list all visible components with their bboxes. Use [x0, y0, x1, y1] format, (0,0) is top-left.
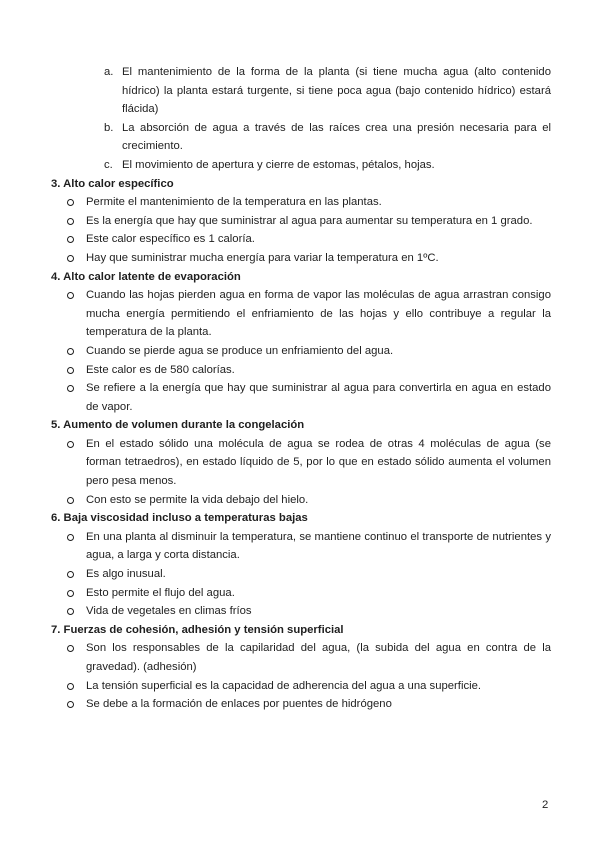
list-item	[51, 435, 551, 491]
list-item-text: En el estado sólido una molécula de agua se rodea de otras 4 moléculas de agua (se forman tetraedros), en estado líquido de 5, por lo que en estado sólido aumenta el volumen pero pesa menos.	[86, 437, 551, 488]
section-heading: 7. Fuerzas de cohesión, adhesión y tensión superficial	[51, 623, 344, 636]
bullet-circle-icon	[67, 292, 74, 299]
list-item-text: Este calor específico es 1 caloría.	[86, 233, 255, 246]
bullet-list	[51, 193, 551, 267]
list-item	[51, 677, 551, 696]
bullet-list	[51, 435, 551, 509]
bullet-circle-icon	[67, 645, 74, 652]
list-item-text: Cuando se pierde agua se produce un enfriamiento del agua.	[86, 344, 394, 357]
list-item-text: Es algo inusual.	[86, 568, 166, 581]
list-item-text: Hay que suministrar mucha energía para variar la temperatura en 1ºC.	[86, 251, 439, 264]
list-item-text: El movimiento de apertura y cierre de estomas, pétalos, hojas.	[122, 158, 435, 171]
list-item-text: El mantenimiento de la forma de la planta (si tiene mucha agua (alto contenido hídrico) la planta estará turgente, si tiene poca agua (bajo contenido hídrico) estará flácida)	[122, 66, 551, 116]
bullet-circle-icon	[67, 683, 74, 690]
bullet-circle-icon	[67, 534, 74, 541]
list-item-text: La tensión superficial es la capacidad de adherencia del agua a una superficie.	[86, 679, 482, 692]
list-item-text: Con esto se permite la vida debajo del hielo.	[86, 493, 309, 506]
list-item	[51, 491, 551, 510]
bullet-circle-icon	[67, 571, 74, 578]
list-item-text: En una planta al disminuir la temperatura, se mantiene continuo el transporte de nutrientes y agua, a larga y corta distancia.	[86, 530, 551, 562]
list-item	[51, 379, 551, 416]
list-item-text: Se debe a la formación de enlaces por puentes de hidrógeno	[86, 698, 392, 711]
list-item-text: Esto permite el flujo del agua.	[86, 586, 235, 599]
list-item	[51, 119, 551, 156]
bullet-circle-icon	[67, 218, 74, 225]
list-item	[51, 361, 551, 380]
list-marker: b.	[104, 121, 114, 134]
bullet-circle-icon	[67, 497, 74, 504]
section-heading: 5. Aumento de volumen durante la congelación	[51, 419, 305, 432]
list-item	[51, 584, 551, 603]
list-item	[51, 193, 551, 212]
bullet-circle-icon	[67, 255, 74, 262]
section-heading: 4. Alto calor latente de evaporación	[51, 270, 241, 283]
list-item	[51, 249, 551, 268]
list-item	[51, 63, 551, 119]
bullet-circle-icon	[67, 348, 74, 355]
bullet-circle-icon	[67, 441, 74, 448]
page-content	[51, 63, 551, 714]
alpha-list	[51, 63, 551, 175]
bullet-circle-icon	[67, 590, 74, 597]
list-item	[51, 342, 551, 361]
bullet-circle-icon	[67, 367, 74, 374]
list-item-text: Permite el mantenimiento de la temperatura en las plantas.	[86, 196, 382, 209]
bullet-circle-icon	[67, 236, 74, 243]
list-item-text: Son los responsables de la capilaridad del agua, (la subida del agua en contra de la gravedad). (adhesión)	[86, 642, 551, 673]
list-item-text: Cuando las hojas pierden agua en forma de vapor las moléculas de agua arrastran consigo mucha energía permitiendo el enfriamiento de las hojas y ello contribuye a regular la temperatura de la planta.	[86, 289, 551, 339]
bullet-circle-icon	[67, 608, 74, 615]
list-item-text: Se refiere a la energía que hay que suministrar al agua para convertirla en agua en estado de vapor.	[86, 382, 551, 413]
section-heading: 3. Alto calor específico	[51, 177, 174, 190]
bullet-circle-icon	[67, 199, 74, 206]
bullet-list	[51, 528, 551, 621]
list-item	[51, 695, 551, 714]
list-item	[51, 286, 551, 342]
list-item	[51, 565, 551, 584]
list-item	[51, 639, 551, 676]
list-marker: c.	[104, 158, 113, 171]
list-item-text: La absorción de agua a través de las raíces crea una presión necesaria para el crecimiento.	[122, 121, 551, 153]
list-item	[51, 230, 551, 249]
list-item-text: Este calor es de 580 calorías.	[86, 363, 235, 376]
section-heading: 6. Baja viscosidad incluso a temperaturas bajas	[51, 512, 308, 525]
bullet-circle-icon	[67, 701, 74, 708]
list-item	[51, 528, 551, 565]
list-marker: a.	[104, 66, 114, 78]
list-item-text: Es la energía que hay que suministrar al agua para aumentar su temperatura en 1 grado.	[86, 214, 533, 227]
bullet-list	[51, 639, 551, 713]
page-number: 2	[542, 799, 549, 811]
list-item-text: Vida de vegetales en climas fríos	[86, 605, 252, 618]
list-item	[51, 602, 551, 621]
bullet-circle-icon	[67, 385, 74, 392]
list-item	[51, 212, 551, 231]
bullet-list	[51, 286, 551, 416]
list-item	[51, 156, 551, 175]
